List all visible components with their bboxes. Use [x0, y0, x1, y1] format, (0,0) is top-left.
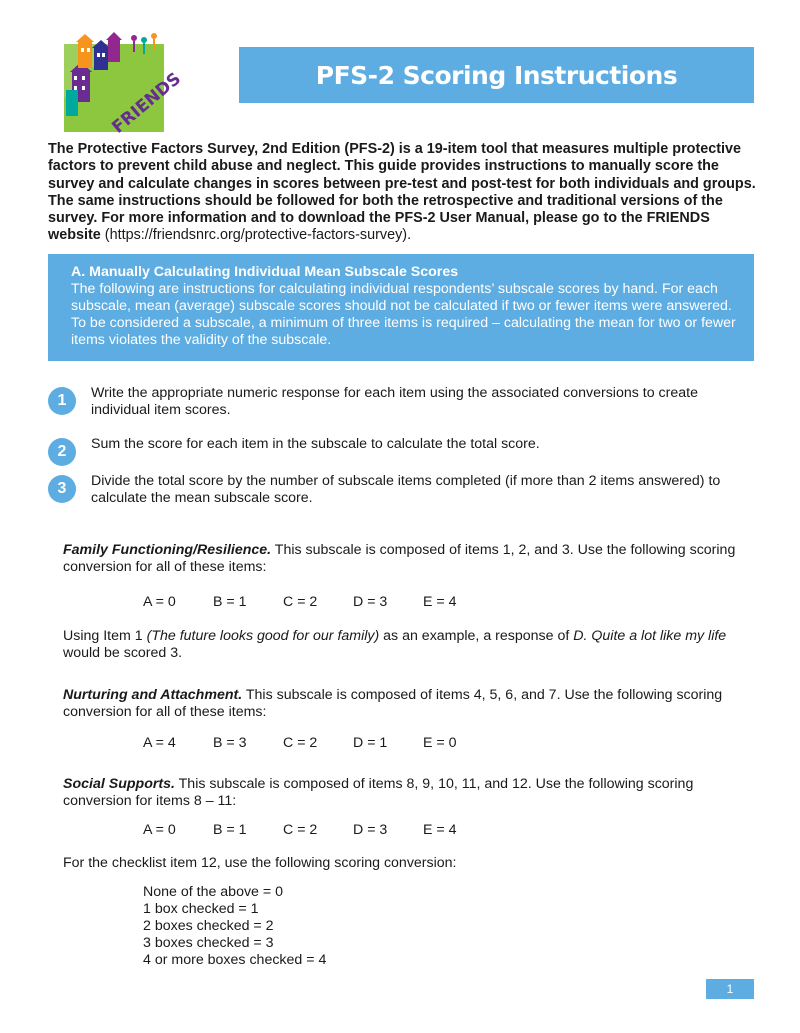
- conversion-value: D = 3: [353, 594, 388, 610]
- example-response: D. Quite a lot like my life: [573, 628, 727, 644]
- nurturing-conversion: [143, 735, 493, 751]
- conversion-value: E = 4: [423, 822, 457, 838]
- logo-wordmark: FRIENDS: [108, 68, 185, 138]
- checklist-item: 1 box checked = 1: [143, 901, 259, 917]
- checklist-item: 3 boxes checked = 3: [143, 935, 274, 951]
- conversion-value: A = 0: [143, 822, 176, 838]
- friends-logo: [44, 28, 185, 138]
- checklist-intro: For the checklist item 12, use the following scoring conversion:: [63, 855, 457, 871]
- conversion-value: C = 2: [283, 594, 318, 610]
- social-supports-section: [63, 776, 753, 810]
- step-text: Write the appropriate numeric response for each item using the associated conversions to create individual item scores.: [91, 385, 698, 418]
- example-item: (The future looks good for our family): [146, 628, 380, 644]
- family-text: This subscale is composed of items 1, 2, and 3. Use the following scoring conversion for all of these items:: [63, 542, 736, 575]
- family-example: [63, 628, 753, 662]
- section-a-box: [48, 254, 754, 361]
- intro-paragraph: [48, 141, 758, 245]
- intro-url: (https://friendsnrc.org/protective-factors-survey).: [100, 227, 412, 244]
- conversion-value: E = 4: [423, 594, 457, 610]
- title-banner: [239, 47, 754, 103]
- conversion-value: D = 1: [353, 735, 388, 751]
- social-conversion: [143, 822, 493, 838]
- page-number: 1: [706, 979, 754, 999]
- example-text: would be scored 3.: [63, 645, 183, 661]
- family-lead: Family Functioning/Resilience.: [63, 542, 272, 558]
- intro-bold-text: The Protective Factors Survey, 2nd Edition (PFS-2) is a 19-item tool that measures multiple protective factors to prevent child abuse and neglect. This guide provides instructions to manually score the survey and calculate changes in scores between pre-test and post-test for both individuals and groups. The same instructions should be followed for both the retrospective and traditional versions of the survey. For more information and to download the PFS-2 User Manual, please go to the FRIENDS website: [48, 141, 756, 244]
- step-3: [48, 473, 754, 507]
- family-functioning-section: [63, 542, 753, 576]
- section-a-title: A. Manually Calculating Individual Mean Subscale Scores: [71, 264, 459, 280]
- conversion-value: C = 2: [283, 822, 318, 838]
- step-number-badge: 2: [48, 438, 76, 466]
- social-lead: Social Supports.: [63, 776, 175, 792]
- checklist-item: 4 or more boxes checked = 4: [143, 952, 327, 968]
- step-text: Sum the score for each item in the subscale to calculate the total score.: [91, 436, 540, 452]
- step-number-badge: 3: [48, 475, 76, 503]
- step-2: [48, 436, 754, 466]
- conversion-value: B = 3: [213, 735, 247, 751]
- step-number-badge: 1: [48, 387, 76, 415]
- conversion-value: E = 0: [423, 735, 457, 751]
- section-a-body: The following are instructions for calculating individual respondents’ subscale scores by hand. For each subscale, mean (average) subscale scores should not be calculated if two or fewer items were answered. To be considered a subscale, a minimum of three items is required – calculating the mean for two or fewer items violates the validity of the subscale.: [71, 281, 736, 348]
- example-text: Using Item 1: [63, 628, 147, 644]
- conversion-value: B = 1: [213, 594, 247, 610]
- social-text: This subscale is composed of items 8, 9, 10, 11, and 12. Use the following scoring conversion for items 8 – 11:: [63, 776, 694, 809]
- nurturing-section: [63, 687, 753, 721]
- page-title: PFS-2 Scoring Instructions: [315, 60, 678, 90]
- checklist-item: 2 boxes checked = 2: [143, 918, 274, 934]
- example-text: as an example, a response of: [379, 628, 574, 644]
- family-conversion: [143, 594, 493, 610]
- conversion-value: A = 4: [143, 735, 176, 751]
- conversion-value: C = 2: [283, 735, 318, 751]
- step-text: Divide the total score by the number of subscale items completed (if more than 2 items answered) to calculate the mean subscale score.: [91, 473, 721, 506]
- conversion-value: D = 3: [353, 822, 388, 838]
- nurturing-text: This subscale is composed of items 4, 5, 6, and 7. Use the following scoring conversion for all of these items:: [63, 687, 723, 720]
- checklist-conversion: [143, 884, 326, 969]
- checklist-item: None of the above = 0: [143, 884, 284, 900]
- conversion-value: A = 0: [143, 594, 176, 610]
- nurturing-lead: Nurturing and Attachment.: [63, 687, 243, 703]
- step-1: [48, 385, 754, 419]
- conversion-value: B = 1: [213, 822, 247, 838]
